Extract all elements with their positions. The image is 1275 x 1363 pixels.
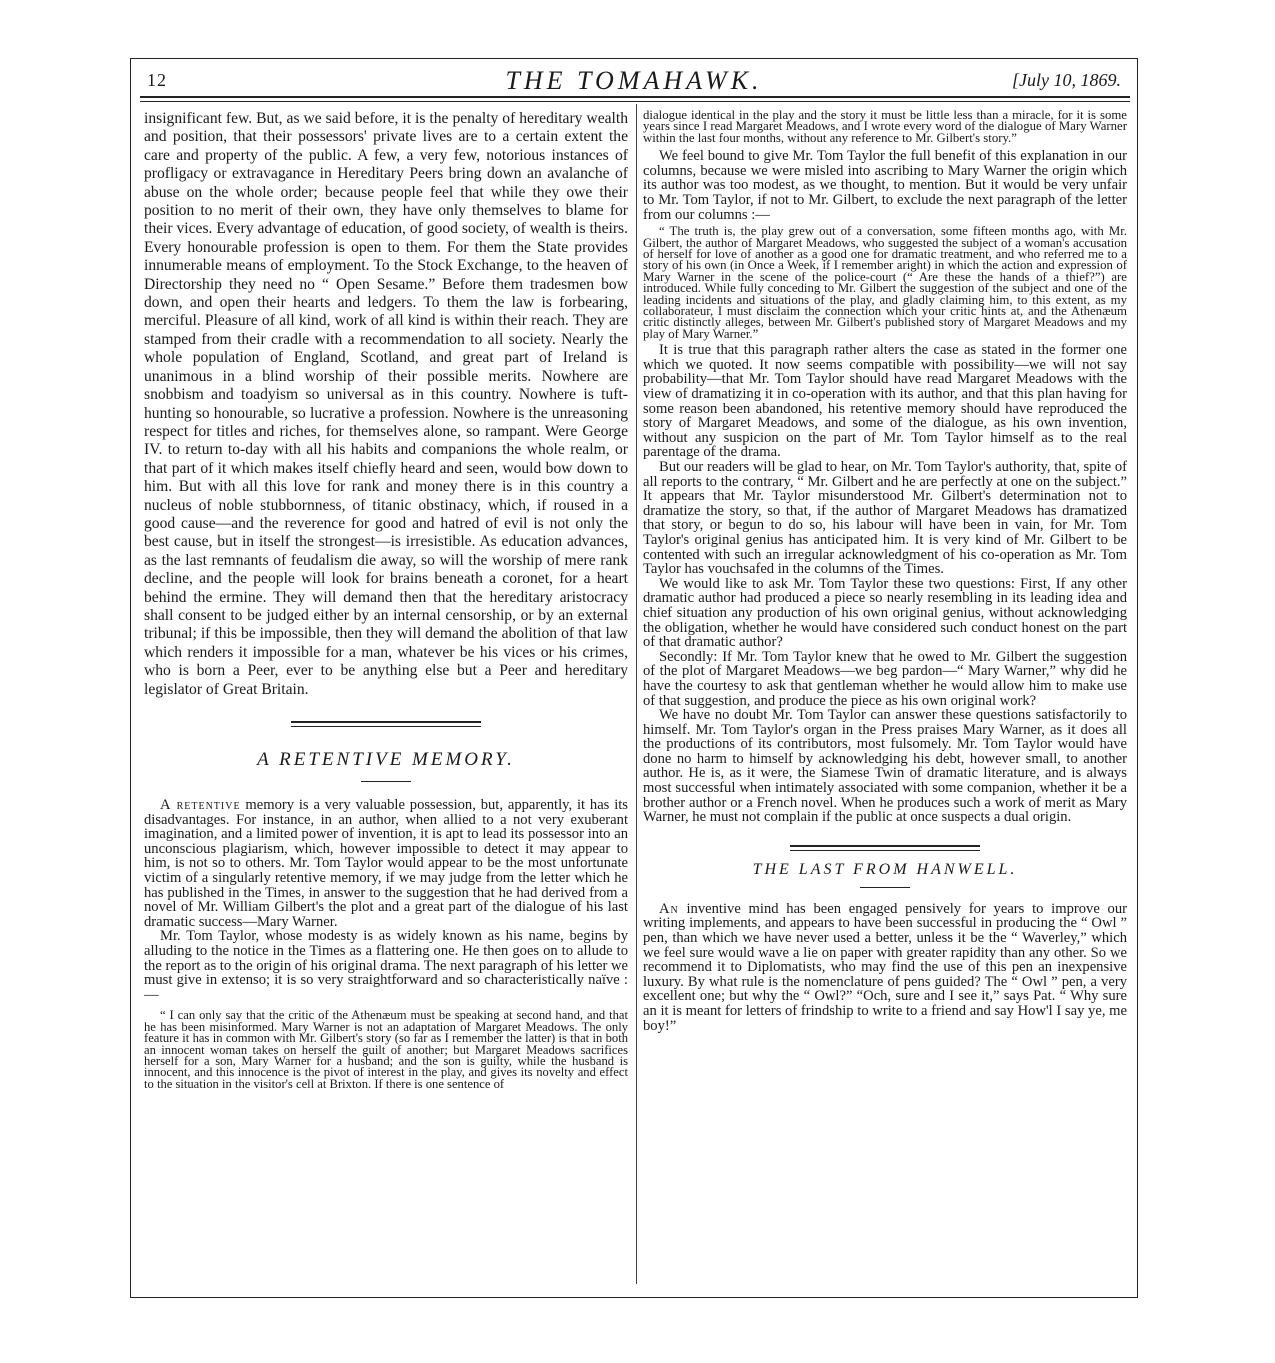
article-paragraph: We have no doubt Mr. Tom Taylor can answer these questions satisfactorily to himself. Mr. Tom Taylor's organ in the Press praises Mary Warner, as it does all the productions of its contributors, most fulsomely. Mr. Tom Taylor would have done no harm to himself by acknowledging his debt, however small, to another author. He is, as it were, the Siamese Twin of dramatic literature, and is always most successful when intimately associated with some companion, whether it be a brother author or a French novel. When he produces such a work of merit as Mary Warner, he must not complain if the public at once suspects a dual origin. [643, 707, 1127, 826]
quoted-letter: “ I can only say that the critic of the Athenæum must be speaking at second hand, and that he has been misinformed. Mary Warner is not an adaptation of Margaret Meadows. The only feature it has in common with Mr. Gilbert's story (so far as I remember the latter) is that in both an innocent woman takes on herself the guilt of another; but Margaret Meadows sacrifices herself for a son, Mary Warner for a husband; and the son is guilty, while the husband is innocent, and this innocence is the pivot of interest in the play, and gives its novelty and effect to the situation in the visitor's cell at Brixton. If there is one sentence of [144, 1008, 628, 1091]
lead-words: A retentive [160, 797, 241, 813]
quoted-letter: “ The truth is, the play grew out of a conversation, some fifteen months ago, with Mr. Gilbert, the author of Margaret Meadows, who suggested the subject of a woman's accusation of herself for love of another as a good one for dramatic treatment, and who referred me to a story of his own (in Once a Week, if I remember aright) in which the action and expression of Mary Warner in the scene of the police-court (“ Are these the hands of a thief?”) are introduced. While fully conceding to Mr. Gilbert the suggestion of the subject and one of the leading incidents and situations of the play, and gladly claiming him, to this extent, as my collaborateur, I must disclaim the connection which your critic hints at, and the Athenæum critic distinctly alleges, between Mr. Gilbert's published story of Margaret Meadows and my play of Mary Warner.” [643, 224, 1127, 341]
article-paragraph: A retentive memory is a very valuable possession, but, apparently, it has its disadvantages. For instance, in an author, when allied to a not very exuberant imagination, and a limited power of invention, it is apt to lead its possessor into an unconscious plagiarism, which, however impossible to detect it may appear to him, is not so to others. Mr. Tom Taylor would appear to be the most unfortunate victim of a singularly retentive memory, if we may judge from the letter which he has published in the Times, in answer to the suggestion that he had derived from a novel of Mr. William Gilbert's the plot and a great part of the dialogue of his last dramatic success—Mary Warner. [144, 797, 628, 930]
lead-words: An [659, 900, 679, 917]
article-paragraph: We would like to ask Mr. Tom Taylor these two questions: First, If any other dramatic author had produced a piece so nearly resembling in its leading idea and chief situation any production of his own original genius, without acknowledging the obligation, whether he would have considered such conduct honest on the part of that dramatic author? [643, 575, 1127, 651]
page-header [135, 66, 1133, 95]
article-paragraph: An inventive mind has been engaged pensively for years to improve our writing implements, and appears to have been successful in producing the “ Owl ” pen, than which we have never used a better, unless it be the “ Waverley,” which we feel sure would wave a lie on paper with greater rapidity than any other. So we recommend it to Diplomatists, who may find the use of this pen an inexpensive luxury. By what rule is the nomenclature of pens guided? The “ Owl ” pen, a very excellent one; but why the “ Owl?” “Och, sure and I see it,” says Pat. “ Why sure an it is meant for letters of frindship to write to a friend and say How'l I say ye, me boy!” [643, 900, 1127, 1034]
header-rule-thin [140, 101, 1130, 102]
article-paragraph: But our readers will be glad to hear, on Mr. Tom Taylor's authority, that, spite of all reports to the contrary, “ Mr. Gilbert and he are perfectly at one on the subject.” It appears that Mr. Taylor misunderstood Mr. Gilbert's determination not to dramatize the story, so that, if the author of Margaret Meadows has dramatized that story, or begun to do so, his labour will have been in vain, for Mr. Tom Taylor's original genius has anticipated him. It is very kind of Mr. Gilbert to be contented with such an irregular acknowledgment of his co-operation as Mr. Tom Taylor has vouchsafed in the columns of the Times. [643, 459, 1127, 578]
header-rule [140, 96, 1130, 98]
issue-date: [July 10, 1869. [1012, 70, 1121, 90]
masthead-title: THE TOMAHAWK. [505, 66, 763, 95]
article-paragraph: We feel bound to give Mr. Tom Taylor the full benefit of this explanation in our columns, because we were misled into ascribing to Mary Warner the origin which its author was too modest, as we thought, to mention. But it would be very unfair to Mr. Tom Taylor, if not to Mr. Gilbert, to exclude the next paragraph of the letter from our columns :— [643, 148, 1127, 223]
right-column [643, 110, 1127, 1033]
left-column [144, 110, 628, 1090]
article-paragraph: Mr. Tom Taylor, whose modesty is as widely known as his name, begins by alluding to the notice in the Times as a flattering one. He then goes on to allude to the report as to the origin of his original drama. The next paragraph of his letter we must give in extenso; it is so very straightforward and so characteristically naïve :— [144, 928, 629, 1003]
article-paragraph: It is true that this paragraph rather alters the case as stated in the former one which we quoted. It now seems compatible with possibility—we will not say probability—that Mr. Tom Taylor should have read Margaret Meadows with the view of dramatizing it in co-operation with its author, and that this plan having for some reason been abandoned, his retentive memory should have reproduced the story of Margaret Meadows, and some of the dialogue, as his own invention, without any suspicion on the part of Mr. Tom Taylor himself as to the real parentage of the drama. [643, 342, 1127, 461]
article-paragraph: Secondly: If Mr. Tom Taylor knew that he owed to Mr. Gilbert the suggestion of the plot of Margaret Meadows—we beg pardon—“ Mary Warner,” why did he have the courtesy to ask that gentleman whether he would allow him to make use of that suggestion, and produce the piece as his own original work? [643, 648, 1127, 709]
quoted-letter-continued: dialogue identical in the play and the story it must be little less than a miracle, for it is some years since I read Margaret Meadows, and I wrote every word of the dialogue of Mary Warner within the last four months, without any reference to Mr. Gilbert's story.” [643, 108, 1127, 145]
section-heading: THE LAST FROM HANWELL. [752, 860, 1018, 878]
section-heading: A RETENTIVE MEMORY. [257, 749, 515, 770]
article-paragraph: insignificant few. But, as we said before, it is the penalty of hereditary wealth and position, that their possessors' private lives are to a certain extent the care and property of the public. A few, a very few, notorious instances of profligacy or extravagance in Hereditary Peers bring down an avalanche of abuse on the whole order; because people feel that while they owe their position to no merit of their own, they have only themselves to blame for their vices. Every advantage of education, of good society, of wealth is theirs. Every honourable profession is open to them. For them the State provides innumerable means of employment. To the Stock Exchange, to the heaven of Directorship they need no “ Open Sesame.” Before them tradesmen bow down, and open their hearts and ledgers. To them the law is forbearing, merciful. Pleasure of all kind, work of all kind is within their reach. They are stamped from their cradle with a recommendation to all society. Nearly the whole population of England, Scotland, and great part of Ireland is unanimous in a blind worship of their possible merits. Nowhere are snobbism and toadyism so universal as in this country. Nowhere is tuft-hunting so honourable, so lucrative a profession. Nowhere is the unreasoning respect for titles and riches, for themselves alone, so rampant. Were George IV. to return to-day with all his habits and companions the whole realm, or that part of it which makes itself chiefly heard and seen, would bow down to him. But with all this love for rank and money there is in this country a nucleus of noble stubbornness, of titanic obstinacy, which, if roused in a good cause—and the reverence for good and hatred of evil is not only the best cause, but in itself the strongest—is irresistible. As education advances, as the last remnants of feudalism die away, so will the worship of mere rank decline, and the people will look for brains beneath a coronet, for a heart behind the ermine. They will demand then that the hereditary aristocracy shall consent to be judged either by an internal censorship, or by an external tribunal; if this be impossible, then they will demand the abolition of that law which renders it impossible for a man, whatever be his vices or his crimes, who is born a Peer, ever to be anything else but a Peer and hereditary legislator of Great Britain. [144, 110, 628, 698]
page-number: 12 [147, 70, 167, 90]
column-divider [636, 104, 637, 1284]
